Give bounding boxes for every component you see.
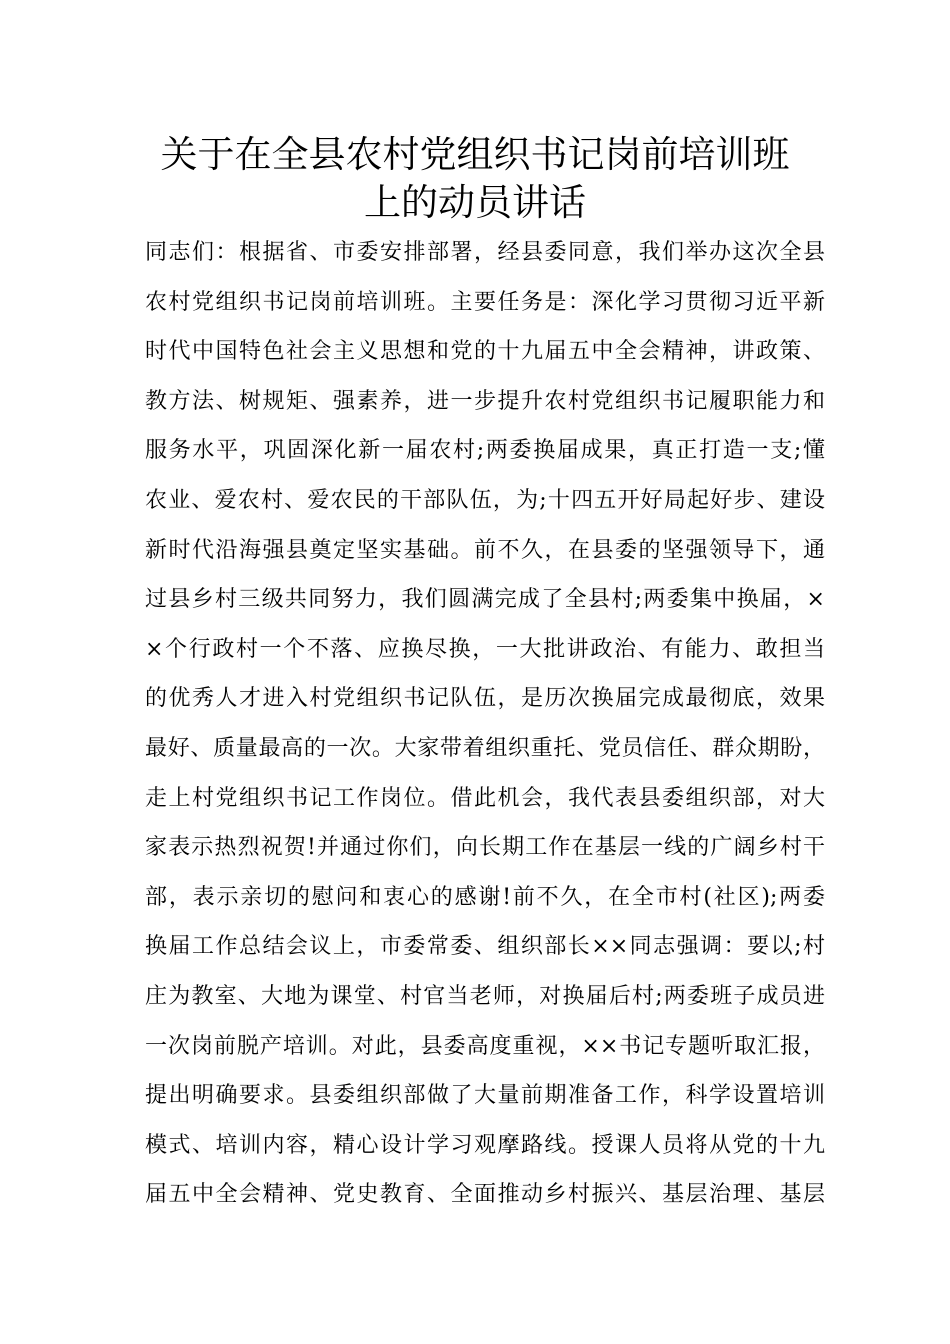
body-line: 部，表示亲切的慰问和衷心的感谢!前不久，在全市村(社区);两委 bbox=[145, 884, 825, 910]
body-line: ×个行政村一个不落、应换尽换，一大批讲政治、有能力、敢担当 bbox=[145, 636, 825, 662]
body-line: 一次岗前脱产培训。对此，县委高度重视，××书记专题听取汇报， bbox=[145, 1033, 825, 1059]
document-body bbox=[145, 228, 825, 1220]
document-title-line-1: 关于在全县农村党组织书记岗前培训班 bbox=[160, 133, 790, 176]
body-line: 换届工作总结会议上，市委常委、组织部长××同志强调：要以;村 bbox=[145, 934, 825, 960]
body-line: 教方法、树规矩、强素养，进一步提升农村党组织书记履职能力和 bbox=[145, 388, 825, 414]
body-line: 家表示热烈祝贺!并通过你们，向长期工作在基层一线的广阔乡村干 bbox=[145, 835, 825, 861]
body-line: 时代中国特色社会主义思想和党的十九届五中全会精神，讲政策、 bbox=[145, 339, 825, 365]
body-line: 农村党组织书记岗前培训班。主要任务是：深化学习贯彻习近平新 bbox=[145, 289, 825, 315]
body-line: 过县乡村三级共同努力，我们圆满完成了全县村;两委集中换届，× bbox=[145, 587, 825, 613]
body-line: 农业、爱农村、爱农民的干部队伍，为;十四五开好局起好步、建设 bbox=[145, 487, 825, 513]
body-line: 的优秀人才进入村党组织书记队伍，是历次换届完成最彻底，效果 bbox=[145, 686, 825, 712]
body-line: 服务水平，巩固深化新一届农村;两委换届成果，真正打造一支;懂 bbox=[145, 438, 825, 464]
document-title-line-2: 上的动员讲话 bbox=[364, 181, 586, 224]
body-line: 同志们：根据省、市委安排部署，经县委同意，我们举办这次全县 bbox=[145, 240, 825, 265]
body-line: 模式、培训内容，精心设计学习观摩路线。授课人员将从党的十九 bbox=[145, 1132, 825, 1158]
body-line: 届五中全会精神、党史教育、全面推动乡村振兴、基层治理、基层 bbox=[145, 1182, 825, 1208]
body-line: 走上村党组织书记工作岗位。借此机会，我代表县委组织部，对大 bbox=[145, 785, 825, 811]
body-line: 提出明确要求。县委组织部做了大量前期准备工作，科学设置培训 bbox=[145, 1083, 825, 1109]
body-line: 庄为教室、大地为课堂、村官当老师，对换届后村;两委班子成员进 bbox=[145, 983, 825, 1009]
body-line: 新时代沿海强县奠定坚实基础。前不久，在县委的坚强领导下，通 bbox=[145, 537, 825, 563]
body-line: 最好、质量最高的一次。大家带着组织重托、党员信任、群众期盼， bbox=[145, 735, 825, 761]
